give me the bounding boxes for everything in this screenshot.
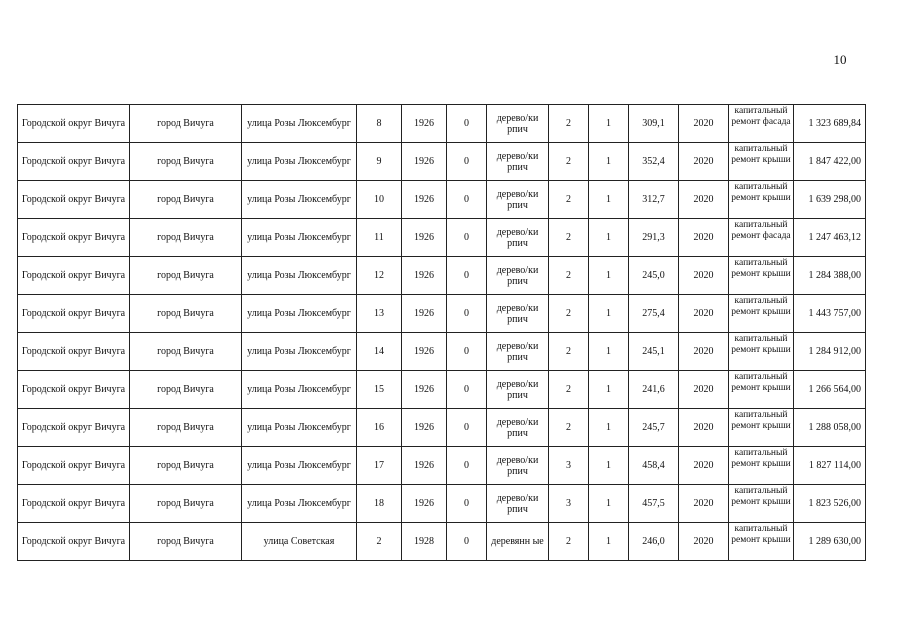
cell-floors: 2 <box>549 105 589 143</box>
cell-plan-year: 2020 <box>679 409 729 447</box>
cell-build-year: 1926 <box>402 333 447 371</box>
cell-work-type: капитальный ремонт фасада <box>729 219 794 257</box>
cell-work-type: капитальный ремонт крыши <box>729 333 794 371</box>
table-row <box>18 409 866 447</box>
cell-city: город Вичуга <box>130 485 242 523</box>
cell-house-number: 12 <box>357 257 402 295</box>
cell-wall-material: дерево/ки рпич <box>487 371 549 409</box>
cell-city: город Вичуга <box>130 371 242 409</box>
cell-municipality: Городской округ Вичуга <box>18 333 130 371</box>
cell-area: 241,6 <box>629 371 679 409</box>
cell-build-year: 1926 <box>402 371 447 409</box>
cell-street: улица Розы Люксембург <box>242 219 357 257</box>
table-row <box>18 143 866 181</box>
cell-street: улица Советская <box>242 523 357 561</box>
cell-plan-year: 2020 <box>679 333 729 371</box>
table-row <box>18 333 866 371</box>
cell-municipality: Городской округ Вичуга <box>18 485 130 523</box>
cell-plan-year: 2020 <box>679 447 729 485</box>
cell-city: город Вичуга <box>130 333 242 371</box>
cell-house-number: 13 <box>357 295 402 333</box>
cell-cost: 1 266 564,00 <box>794 371 866 409</box>
cell-street: улица Розы Люксембург <box>242 371 357 409</box>
cell-cost: 1 247 463,12 <box>794 219 866 257</box>
cell-zero: 0 <box>447 105 487 143</box>
cell-area: 458,4 <box>629 447 679 485</box>
cell-cost: 1 847 422,00 <box>794 143 866 181</box>
cell-city: город Вичуга <box>130 219 242 257</box>
cell-entrances: 1 <box>589 143 629 181</box>
cell-zero: 0 <box>447 219 487 257</box>
cell-street: улица Розы Люксембург <box>242 295 357 333</box>
cell-city: город Вичуга <box>130 409 242 447</box>
table-body <box>18 105 866 561</box>
cell-area: 309,1 <box>629 105 679 143</box>
cell-zero: 0 <box>447 295 487 333</box>
cell-plan-year: 2020 <box>679 257 729 295</box>
cell-plan-year: 2020 <box>679 371 729 409</box>
cell-zero: 0 <box>447 143 487 181</box>
cell-city: город Вичуга <box>130 143 242 181</box>
cell-cost: 1 639 298,00 <box>794 181 866 219</box>
cell-floors: 2 <box>549 371 589 409</box>
cell-house-number: 14 <box>357 333 402 371</box>
cell-wall-material: дерево/ки рпич <box>487 485 549 523</box>
cell-house-number: 16 <box>357 409 402 447</box>
table-row <box>18 295 866 333</box>
cell-city: город Вичуга <box>130 523 242 561</box>
cell-build-year: 1926 <box>402 485 447 523</box>
cell-work-type: капитальный ремонт крыши <box>729 371 794 409</box>
cell-municipality: Городской округ Вичуга <box>18 371 130 409</box>
cell-floors: 3 <box>549 447 589 485</box>
cell-wall-material: дерево/ки рпич <box>487 295 549 333</box>
cell-street: улица Розы Люксембург <box>242 257 357 295</box>
cell-plan-year: 2020 <box>679 523 729 561</box>
cell-house-number: 17 <box>357 447 402 485</box>
registry-table <box>17 104 866 561</box>
cell-entrances: 1 <box>589 333 629 371</box>
cell-work-type: капитальный ремонт крыши <box>729 409 794 447</box>
cell-build-year: 1926 <box>402 447 447 485</box>
cell-wall-material: дерево/ки рпич <box>487 409 549 447</box>
table-row <box>18 105 866 143</box>
cell-plan-year: 2020 <box>679 105 729 143</box>
cell-house-number: 18 <box>357 485 402 523</box>
cell-city: город Вичуга <box>130 181 242 219</box>
cell-plan-year: 2020 <box>679 219 729 257</box>
cell-entrances: 1 <box>589 371 629 409</box>
cell-street: улица Розы Люксембург <box>242 181 357 219</box>
cell-floors: 2 <box>549 333 589 371</box>
cell-wall-material: дерево/ки рпич <box>487 143 549 181</box>
cell-work-type: капитальный ремонт крыши <box>729 485 794 523</box>
cell-municipality: Городской округ Вичуга <box>18 295 130 333</box>
cell-municipality: Городской округ Вичуга <box>18 523 130 561</box>
cell-city: город Вичуга <box>130 257 242 295</box>
table-row <box>18 181 866 219</box>
cell-floors: 2 <box>549 523 589 561</box>
cell-work-type: капитальный ремонт крыши <box>729 181 794 219</box>
cell-municipality: Городской округ Вичуга <box>18 143 130 181</box>
cell-wall-material: деревянн ые <box>487 523 549 561</box>
cell-street: улица Розы Люксембург <box>242 485 357 523</box>
cell-work-type: капитальный ремонт крыши <box>729 447 794 485</box>
cell-work-type: капитальный ремонт фасада <box>729 105 794 143</box>
table-row <box>18 257 866 295</box>
cell-house-number: 10 <box>357 181 402 219</box>
cell-plan-year: 2020 <box>679 143 729 181</box>
cell-zero: 0 <box>447 181 487 219</box>
cell-entrances: 1 <box>589 523 629 561</box>
cell-area: 352,4 <box>629 143 679 181</box>
cell-cost: 1 323 689,84 <box>794 105 866 143</box>
cell-entrances: 1 <box>589 105 629 143</box>
cell-zero: 0 <box>447 523 487 561</box>
page-number: 10 <box>833 52 847 67</box>
cell-municipality: Городской округ Вичуга <box>18 105 130 143</box>
cell-municipality: Городской округ Вичуга <box>18 447 130 485</box>
cell-street: улица Розы Люксембург <box>242 409 357 447</box>
cell-wall-material: дерево/ки рпич <box>487 257 549 295</box>
table-row <box>18 219 866 257</box>
cell-area: 245,0 <box>629 257 679 295</box>
cell-city: город Вичуга <box>130 447 242 485</box>
cell-entrances: 1 <box>589 257 629 295</box>
cell-municipality: Городской округ Вичуга <box>18 219 130 257</box>
cell-house-number: 9 <box>357 143 402 181</box>
cell-cost: 1 288 058,00 <box>794 409 866 447</box>
cell-area: 457,5 <box>629 485 679 523</box>
cell-floors: 2 <box>549 143 589 181</box>
cell-zero: 0 <box>447 409 487 447</box>
cell-area: 246,0 <box>629 523 679 561</box>
cell-zero: 0 <box>447 371 487 409</box>
cell-street: улица Розы Люксембург <box>242 447 357 485</box>
cell-work-type: капитальный ремонт крыши <box>729 143 794 181</box>
cell-street: улица Розы Люксембург <box>242 143 357 181</box>
cell-cost: 1 289 630,00 <box>794 523 866 561</box>
cell-build-year: 1926 <box>402 181 447 219</box>
cell-cost: 1 827 114,00 <box>794 447 866 485</box>
cell-floors: 2 <box>549 409 589 447</box>
cell-cost: 1 284 388,00 <box>794 257 866 295</box>
cell-floors: 3 <box>549 485 589 523</box>
cell-zero: 0 <box>447 257 487 295</box>
cell-floors: 2 <box>549 181 589 219</box>
cell-work-type: капитальный ремонт крыши <box>729 523 794 561</box>
cell-street: улица Розы Люксембург <box>242 333 357 371</box>
cell-area: 245,7 <box>629 409 679 447</box>
cell-municipality: Городской округ Вичуга <box>18 409 130 447</box>
cell-floors: 2 <box>549 295 589 333</box>
cell-house-number: 2 <box>357 523 402 561</box>
cell-wall-material: дерево/ки рпич <box>487 447 549 485</box>
cell-zero: 0 <box>447 485 487 523</box>
cell-work-type: капитальный ремонт крыши <box>729 257 794 295</box>
cell-area: 275,4 <box>629 295 679 333</box>
table-row <box>18 523 866 561</box>
cell-wall-material: дерево/ки рпич <box>487 181 549 219</box>
cell-area: 245,1 <box>629 333 679 371</box>
cell-wall-material: дерево/ки рпич <box>487 105 549 143</box>
cell-house-number: 11 <box>357 219 402 257</box>
cell-floors: 2 <box>549 219 589 257</box>
cell-entrances: 1 <box>589 409 629 447</box>
cell-build-year: 1926 <box>402 257 447 295</box>
cell-entrances: 1 <box>589 295 629 333</box>
cell-build-year: 1928 <box>402 523 447 561</box>
cell-area: 312,7 <box>629 181 679 219</box>
cell-work-type: капитальный ремонт крыши <box>729 295 794 333</box>
cell-build-year: 1926 <box>402 409 447 447</box>
cell-wall-material: дерево/ки рпич <box>487 219 549 257</box>
cell-area: 291,3 <box>629 219 679 257</box>
cell-municipality: Городской округ Вичуга <box>18 181 130 219</box>
cell-plan-year: 2020 <box>679 295 729 333</box>
table-row <box>18 371 866 409</box>
cell-wall-material: дерево/ки рпич <box>487 333 549 371</box>
cell-cost: 1 284 912,00 <box>794 333 866 371</box>
cell-entrances: 1 <box>589 181 629 219</box>
cell-house-number: 15 <box>357 371 402 409</box>
cell-build-year: 1926 <box>402 105 447 143</box>
cell-zero: 0 <box>447 333 487 371</box>
cell-entrances: 1 <box>589 447 629 485</box>
cell-street: улица Розы Люксембург <box>242 105 357 143</box>
cell-cost: 1 823 526,00 <box>794 485 866 523</box>
cell-house-number: 8 <box>357 105 402 143</box>
cell-plan-year: 2020 <box>679 485 729 523</box>
cell-cost: 1 443 757,00 <box>794 295 866 333</box>
table-row <box>18 447 866 485</box>
cell-entrances: 1 <box>589 485 629 523</box>
cell-build-year: 1926 <box>402 295 447 333</box>
cell-zero: 0 <box>447 447 487 485</box>
cell-city: город Вичуга <box>130 295 242 333</box>
table-row <box>18 485 866 523</box>
cell-city: город Вичуга <box>130 105 242 143</box>
cell-build-year: 1926 <box>402 143 447 181</box>
cell-entrances: 1 <box>589 219 629 257</box>
cell-build-year: 1926 <box>402 219 447 257</box>
cell-floors: 2 <box>549 257 589 295</box>
cell-municipality: Городской округ Вичуга <box>18 257 130 295</box>
cell-plan-year: 2020 <box>679 181 729 219</box>
